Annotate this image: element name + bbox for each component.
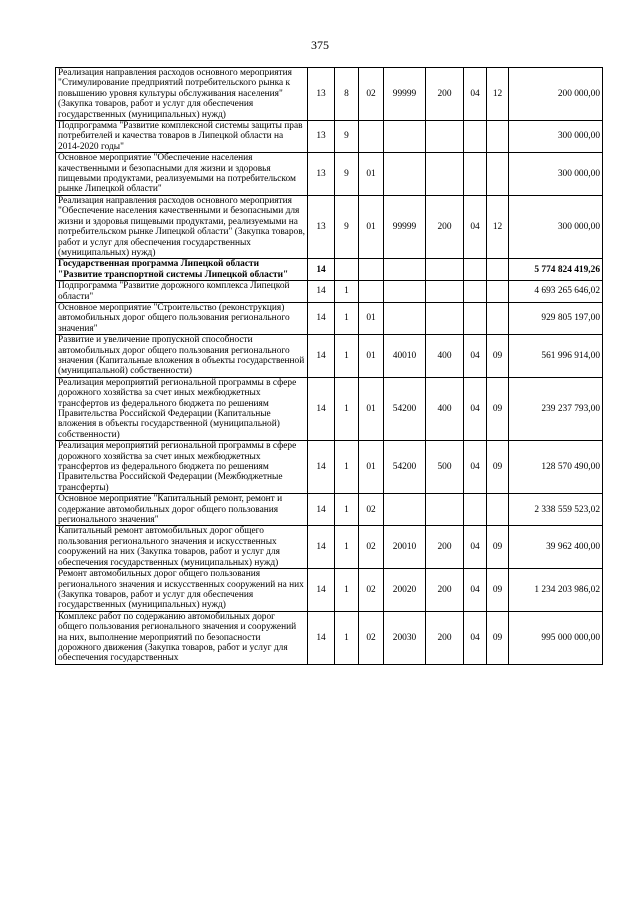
direction-code: 99999 xyxy=(384,68,426,121)
direction-code xyxy=(384,281,426,303)
row-name: Основное мероприятие "Обеспечение населения качественными и безопасными для жизни и здоровья пищевыми продуктами, реализуемыми на потребительском рынке Липецкой области" xyxy=(56,153,308,196)
event-code: 02 xyxy=(359,68,384,121)
section-code xyxy=(464,121,487,153)
expense-type-code xyxy=(426,153,464,196)
direction-code: 40010 xyxy=(384,335,426,378)
subsection-code: 09 xyxy=(487,569,509,612)
expense-type-code xyxy=(426,281,464,303)
section-code: 04 xyxy=(464,526,487,569)
subsection-code xyxy=(487,259,509,281)
program-code: 14 xyxy=(308,569,335,612)
amount: 39 962 400,00 xyxy=(509,526,603,569)
table-row xyxy=(56,494,603,526)
subsection-code xyxy=(487,494,509,526)
section-code: 04 xyxy=(464,611,487,664)
subsection-code: 09 xyxy=(487,377,509,440)
subprogram-code: 1 xyxy=(335,302,359,334)
event-code: 01 xyxy=(359,302,384,334)
program-code: 14 xyxy=(308,441,335,494)
section-code xyxy=(464,281,487,303)
event-code: 02 xyxy=(359,569,384,612)
event-code: 01 xyxy=(359,377,384,440)
program-code: 14 xyxy=(308,494,335,526)
expense-type-code: 400 xyxy=(426,377,464,440)
subprogram-code: 1 xyxy=(335,335,359,378)
subprogram-code xyxy=(335,259,359,281)
amount: 300 000,00 xyxy=(509,195,603,258)
section-code: 04 xyxy=(464,335,487,378)
event-code: 02 xyxy=(359,494,384,526)
subprogram-code: 1 xyxy=(335,441,359,494)
subsection-code: 09 xyxy=(487,335,509,378)
program-code: 14 xyxy=(308,302,335,334)
direction-code xyxy=(384,259,426,281)
expense-type-code: 200 xyxy=(426,569,464,612)
program-code: 14 xyxy=(308,611,335,664)
amount: 929 805 197,00 xyxy=(509,302,603,334)
program-code: 13 xyxy=(308,153,335,196)
section-code: 04 xyxy=(464,195,487,258)
table-row xyxy=(56,441,603,494)
direction-code xyxy=(384,494,426,526)
budget-table xyxy=(55,67,603,665)
program-code: 14 xyxy=(308,526,335,569)
expense-type-code xyxy=(426,302,464,334)
row-name: Подпрограмма "Развитие комплексной системы защиты прав потребителей и качества товаров в Липецкой области на 2014-2020 годы" xyxy=(56,121,308,153)
table-row xyxy=(56,259,603,281)
amount: 239 237 793,00 xyxy=(509,377,603,440)
section-code xyxy=(464,494,487,526)
amount: 561 996 914,00 xyxy=(509,335,603,378)
table-row xyxy=(56,526,603,569)
section-code: 04 xyxy=(464,377,487,440)
program-code: 14 xyxy=(308,335,335,378)
subprogram-code: 1 xyxy=(335,377,359,440)
event-code: 01 xyxy=(359,335,384,378)
row-name: Основное мероприятие "Строительство (реконструкция) автомобильных дорог общего пользования регионального значения" xyxy=(56,302,308,334)
amount: 200 000,00 xyxy=(509,68,603,121)
row-name: Реализация направления расходов основного мероприятия "Обеспечение населения качественными и безопасными для жизни и здоровья пищевыми продуктами, реализуемыми на потребительском рынке Липецкой области" (Закупка товаров, работ и услуг для обеспечения государственных (муниципальных) нужд) xyxy=(56,195,308,258)
direction-code: 54200 xyxy=(384,377,426,440)
row-name: Реализация мероприятий региональной программы в сфере дорожного хозяйства за счет иных межбюджетных трансфертов из федерального бюджета по решениям Правительства Российской Федерации (Межбюджетные трансферты) xyxy=(56,441,308,494)
amount: 2 338 559 523,02 xyxy=(509,494,603,526)
amount: 995 000 000,00 xyxy=(509,611,603,664)
page-number: 375 xyxy=(311,38,329,52)
subprogram-code: 9 xyxy=(335,121,359,153)
row-name: Основное мероприятие "Капитальный ремонт, ремонт и содержание автомобильных дорог общего пользования регионального значения" xyxy=(56,494,308,526)
table-row xyxy=(56,377,603,440)
table-row xyxy=(56,68,603,121)
table-row xyxy=(56,153,603,196)
row-name: Реализация направления расходов основного мероприятия "Стимулирование предприятий потребительского рынка к повышению уровня культуры обслуживания населения" (Закупка товаров, работ и услуг для обеспечения государственных (муниципальных) нужд) xyxy=(56,68,308,121)
amount: 300 000,00 xyxy=(509,153,603,196)
section-code: 04 xyxy=(464,441,487,494)
expense-type-code: 400 xyxy=(426,335,464,378)
subprogram-code: 8 xyxy=(335,68,359,121)
table-row xyxy=(56,281,603,303)
subsection-code xyxy=(487,281,509,303)
expense-type-code: 500 xyxy=(426,441,464,494)
program-code: 13 xyxy=(308,68,335,121)
table-row xyxy=(56,121,603,153)
amount: 128 570 490,00 xyxy=(509,441,603,494)
row-name: Реализация мероприятий региональной программы в сфере дорожного хозяйства за счет иных межбюджетных трансфертов из федерального бюджета по решениям Правительства Российской Федерации (Капитальные вложения в объекты государственной (муниципальной) собственности) xyxy=(56,377,308,440)
subsection-code: 09 xyxy=(487,441,509,494)
direction-code: 20010 xyxy=(384,526,426,569)
expense-type-code: 200 xyxy=(426,611,464,664)
subsection-code xyxy=(487,302,509,334)
program-code: 13 xyxy=(308,195,335,258)
table-row xyxy=(56,569,603,612)
event-code xyxy=(359,121,384,153)
row-name: Государственная программа Липецкой области "Развитие транспортной системы Липецкой области" xyxy=(56,259,308,281)
direction-code xyxy=(384,121,426,153)
section-code: 04 xyxy=(464,68,487,121)
direction-code: 99999 xyxy=(384,195,426,258)
table-row xyxy=(56,195,603,258)
row-name: Капитальный ремонт автомобильных дорог общего пользования регионального значения и искусственных сооружений на них (Закупка товаров, работ и услуг для обеспечения государственных (муниципальных) нужд) xyxy=(56,526,308,569)
subsection-code xyxy=(487,153,509,196)
table-row xyxy=(56,302,603,334)
row-name: Развитие и увеличение пропускной способности автомобильных дорог общего пользования регионального значения (Капитальные вложения в объекты государственной (муниципальной) собственности) xyxy=(56,335,308,378)
expense-type-code xyxy=(426,259,464,281)
subprogram-code: 1 xyxy=(335,526,359,569)
subprogram-code: 1 xyxy=(335,569,359,612)
subprogram-code: 9 xyxy=(335,195,359,258)
subsection-code: 12 xyxy=(487,68,509,121)
section-code: 04 xyxy=(464,569,487,612)
table-row xyxy=(56,335,603,378)
expense-type-code xyxy=(426,121,464,153)
table-row xyxy=(56,611,603,664)
event-code: 01 xyxy=(359,153,384,196)
direction-code xyxy=(384,153,426,196)
program-code: 14 xyxy=(308,377,335,440)
event-code: 01 xyxy=(359,195,384,258)
event-code: 02 xyxy=(359,526,384,569)
subprogram-code: 9 xyxy=(335,153,359,196)
amount: 5 774 824 419,26 xyxy=(509,259,603,281)
expense-type-code: 200 xyxy=(426,526,464,569)
row-name: Комплекс работ по содержанию автомобильных дорог общего пользования регионального значения и сооружений на них, выполнение мероприятий по безопасности дорожного движения (Закупка товаров, работ и услуг для обеспечения государственных xyxy=(56,611,308,664)
subprogram-code: 1 xyxy=(335,281,359,303)
direction-code xyxy=(384,302,426,334)
subsection-code: 09 xyxy=(487,526,509,569)
expense-type-code xyxy=(426,494,464,526)
program-code: 13 xyxy=(308,121,335,153)
event-code xyxy=(359,281,384,303)
subsection-code: 09 xyxy=(487,611,509,664)
event-code xyxy=(359,259,384,281)
subprogram-code: 1 xyxy=(335,611,359,664)
direction-code: 20020 xyxy=(384,569,426,612)
section-code xyxy=(464,302,487,334)
subsection-code: 12 xyxy=(487,195,509,258)
subprogram-code: 1 xyxy=(335,494,359,526)
row-name: Ремонт автомобильных дорог общего пользования регионального значения и искусственных сооружений на них (Закупка товаров, работ и услуг для обеспечения государственных (муниципальных) нужд) xyxy=(56,569,308,612)
expense-type-code: 200 xyxy=(426,68,464,121)
program-code: 14 xyxy=(308,259,335,281)
amount: 1 234 203 986,02 xyxy=(509,569,603,612)
amount: 4 693 265 646,02 xyxy=(509,281,603,303)
event-code: 01 xyxy=(359,441,384,494)
section-code xyxy=(464,259,487,281)
direction-code: 20030 xyxy=(384,611,426,664)
row-name: Подпрограмма "Развитие дорожного комплекса Липецкой области" xyxy=(56,281,308,303)
section-code xyxy=(464,153,487,196)
amount: 300 000,00 xyxy=(509,121,603,153)
subsection-code xyxy=(487,121,509,153)
program-code: 14 xyxy=(308,281,335,303)
direction-code: 54200 xyxy=(384,441,426,494)
event-code: 02 xyxy=(359,611,384,664)
expense-type-code: 200 xyxy=(426,195,464,258)
table-body xyxy=(56,68,603,665)
